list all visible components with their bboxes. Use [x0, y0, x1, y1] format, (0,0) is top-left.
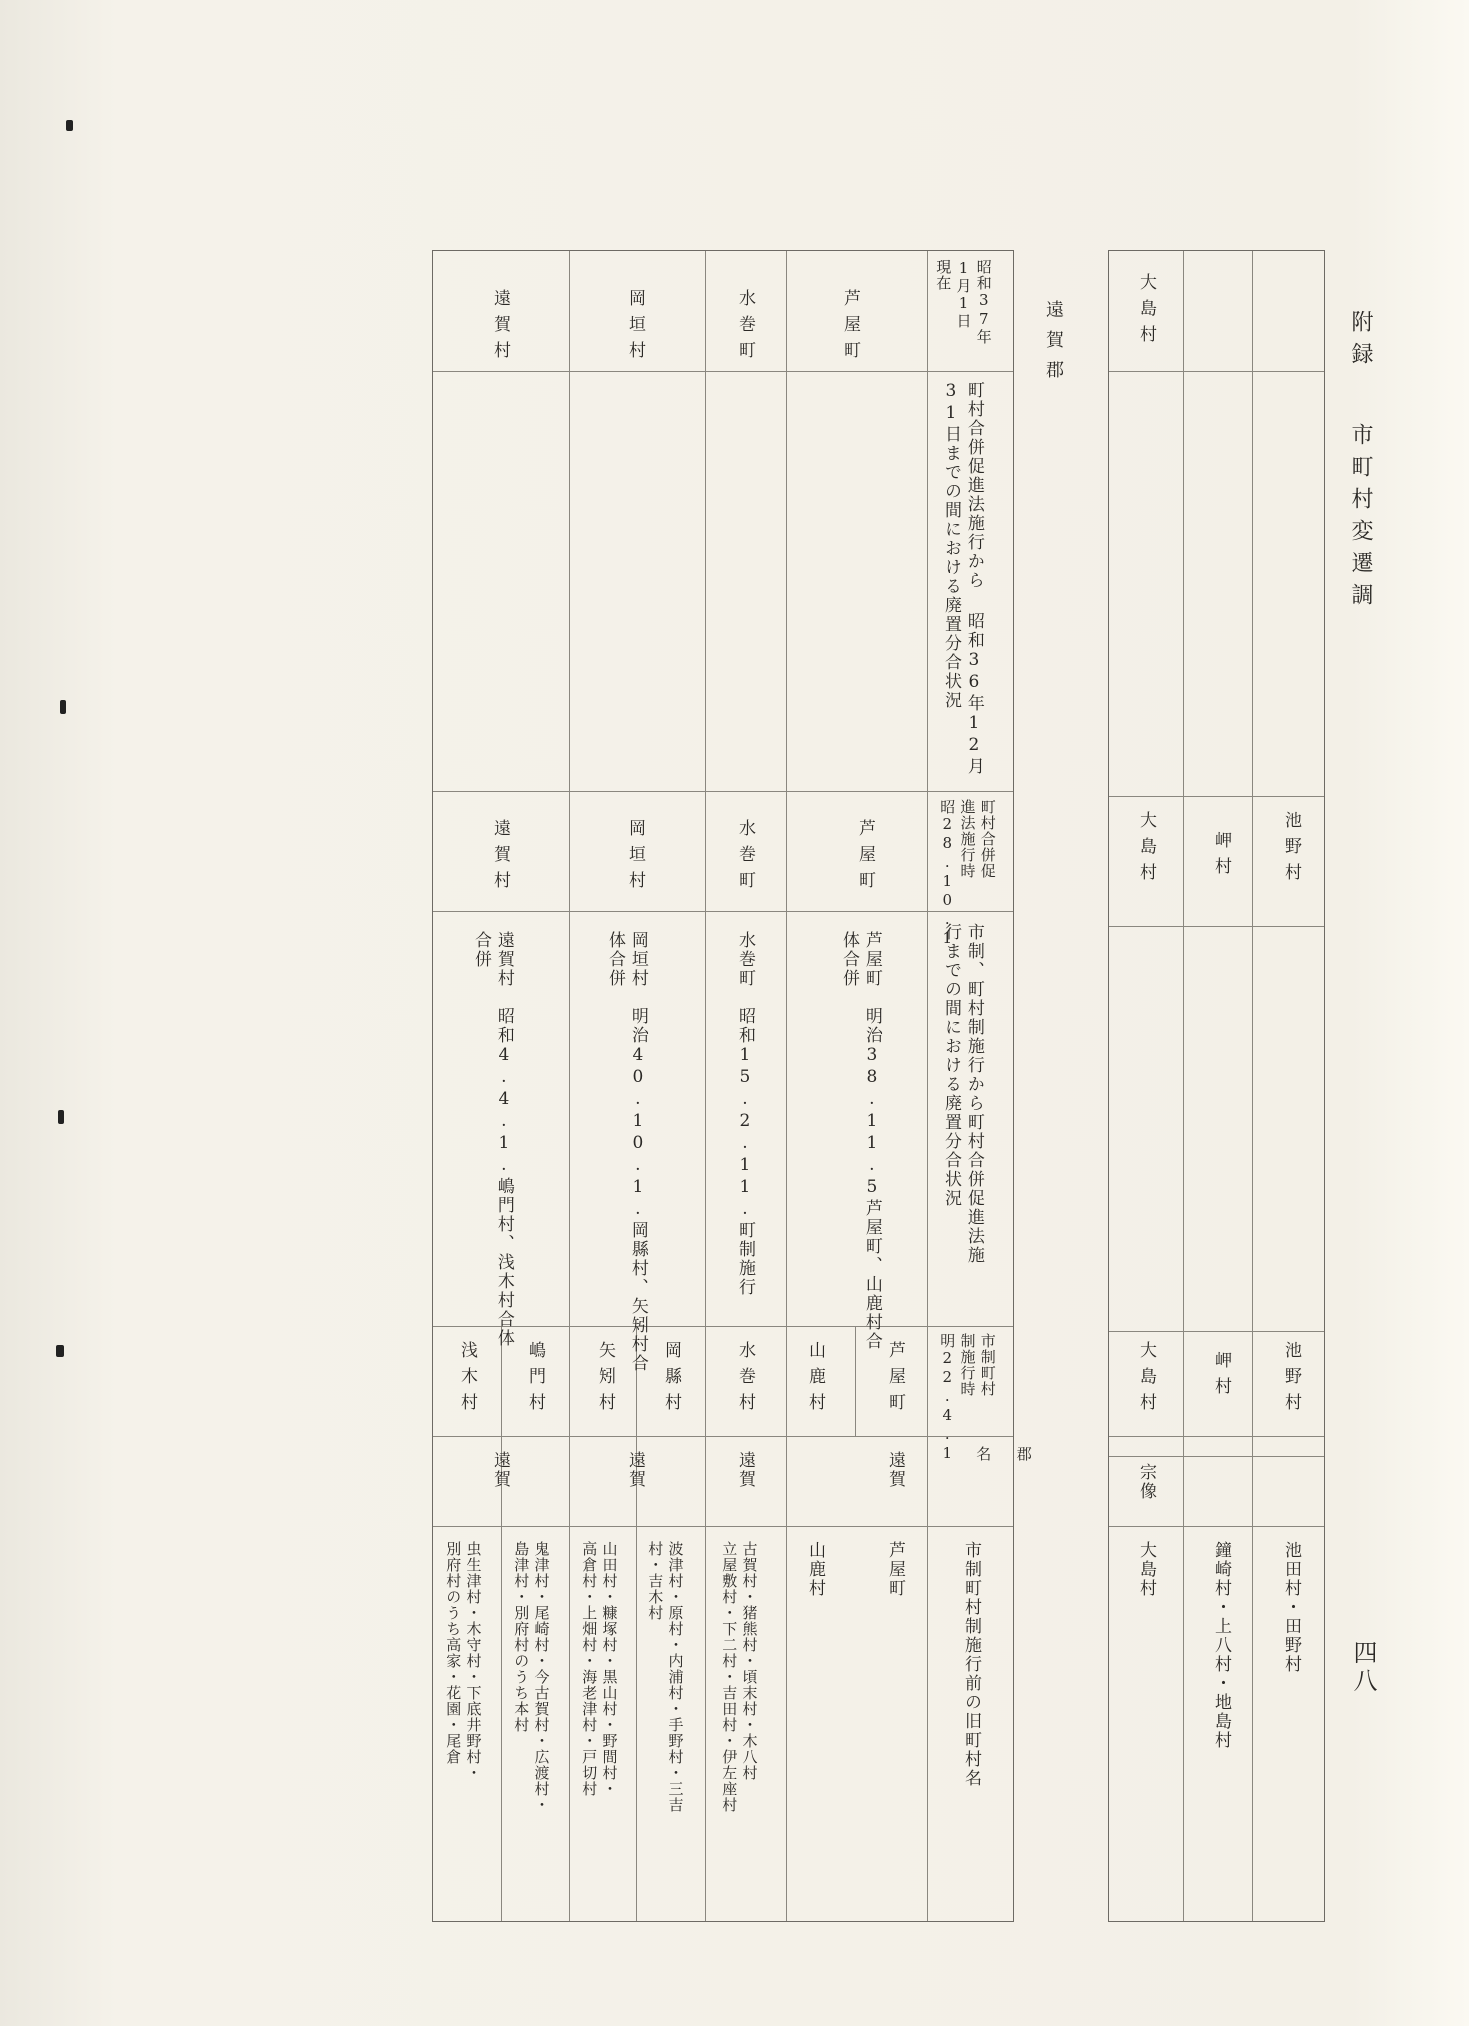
header-changes-b: 町村合併促進法施行から 昭和36年12月 31日までの間における廃置分合状況: [940, 381, 984, 776]
founding-okagata: 岡縣村: [660, 1341, 681, 1419]
header-founding: 市制町村 制施行時 明22.4.1: [938, 1333, 997, 1463]
current-okagaki: 岡垣村: [624, 289, 645, 367]
founding-yamaga: 山鹿村: [804, 1341, 825, 1419]
former-asaki: 虫生津村・木守村・下底井野村・ 別府村のうち高家・花園・尾倉: [444, 1541, 483, 1781]
page-number: 四八: [1349, 1640, 1377, 1696]
changes-mizumaki: 水巻町 昭和15.2.11.町制施行: [734, 931, 755, 1297]
binding-mark: [56, 1345, 64, 1357]
gun-mizumaki: 遠賀: [734, 1451, 755, 1489]
former-yahagi: 山田村・糠塚村・黒山村・野間村・ 高倉村・上畑村・海老津村・戸切村: [580, 1541, 619, 1797]
binding-mark: [58, 1110, 64, 1124]
appendix-label: 附録: [1348, 310, 1373, 374]
changes-onga: 遠賀村 昭和4.4.1.嶋門村、浅木村合体 合併: [470, 931, 514, 1348]
promotion-ashiya: 芦屋町: [854, 819, 875, 897]
binding-mark: [66, 120, 73, 131]
binding-mark: [60, 700, 66, 714]
upper-mid-row3: 大島村: [1135, 811, 1156, 889]
gun-ashiya: 遠賀: [884, 1451, 905, 1489]
changes-ashiya: 芦屋町 明治38.11.5芦屋町、山鹿村合 体合併: [838, 931, 882, 1351]
founding-mizumaki: 水巻村: [734, 1341, 755, 1419]
upper-gun-3: 宗像: [1135, 1463, 1156, 1501]
upper-left-row3: 大島村: [1135, 273, 1156, 351]
district-table: [432, 250, 1033, 1922]
upper-former-3: 大島村: [1135, 1541, 1156, 1598]
current-ashiya: 芦屋町: [839, 289, 860, 367]
current-mizumaki: 水巻町: [734, 289, 755, 367]
promotion-okagaki: 岡垣村: [624, 819, 645, 897]
founding-ashiya: 芦屋町: [884, 1341, 905, 1419]
gun-onga: 遠賀: [489, 1451, 510, 1489]
header-former: 市制町村制施行前の旧町村名: [960, 1541, 981, 1788]
header-gun: 郡 名: [974, 1446, 1033, 1462]
upper-former-2: 鐘崎村・上八村・地島村: [1210, 1541, 1231, 1750]
former-mizumaki: 古賀村・猪熊村・頃末村・木八村 立屋敷村・下二村・吉田村・伊左座村: [720, 1541, 759, 1813]
promotion-mizumaki: 水巻町: [734, 819, 755, 897]
former-okagata: 波津村・原村・内浦村・手野村・三吉 村・吉木村: [646, 1541, 685, 1813]
upper-mid-row2: 岬村: [1210, 831, 1231, 883]
upper-table: [1108, 250, 1325, 1922]
promotion-onga: 遠賀村: [489, 819, 510, 897]
upper-current-2: 岬村: [1210, 1351, 1231, 1403]
founding-shimato: 嶋門村: [524, 1341, 545, 1419]
upper-former-1: 池田村・田野村: [1280, 1541, 1301, 1674]
upper-mid-row1: 池野村: [1280, 811, 1301, 889]
gun-okagaki: 遠賀: [624, 1451, 645, 1489]
header-changes-a: 市制、町村制施行から町村合併促進法施 行までの間における廃置分合状況: [940, 923, 984, 1265]
page-title: 市町村変遷調: [1348, 423, 1373, 615]
former-yamaga: 山鹿村: [804, 1541, 825, 1598]
header-current: 昭和37年 1月1日 現在: [934, 259, 993, 345]
founding-asaki: 浅木村: [456, 1341, 477, 1419]
page-header: [1345, 310, 1376, 615]
district-title: 遠賀郡: [1043, 300, 1064, 390]
founding-yahagi: 矢矧村: [594, 1341, 615, 1419]
current-onga: 遠賀村: [489, 289, 510, 367]
changes-okagaki: 岡垣村 明治40.10.1.岡縣村、矢矧村合 体合併: [604, 931, 648, 1373]
former-ashiya: 芦屋町: [884, 1541, 905, 1598]
upper-current-3: 大島村: [1135, 1341, 1156, 1419]
header-promotion: 町村合併促 進法施行時 昭28.10.1: [938, 799, 997, 948]
former-shimato: 鬼津村・尾崎村・今古賀村・広渡村・ 島津村・別府村のうち本村: [512, 1541, 551, 1813]
upper-current-1: 池野村: [1280, 1341, 1301, 1419]
